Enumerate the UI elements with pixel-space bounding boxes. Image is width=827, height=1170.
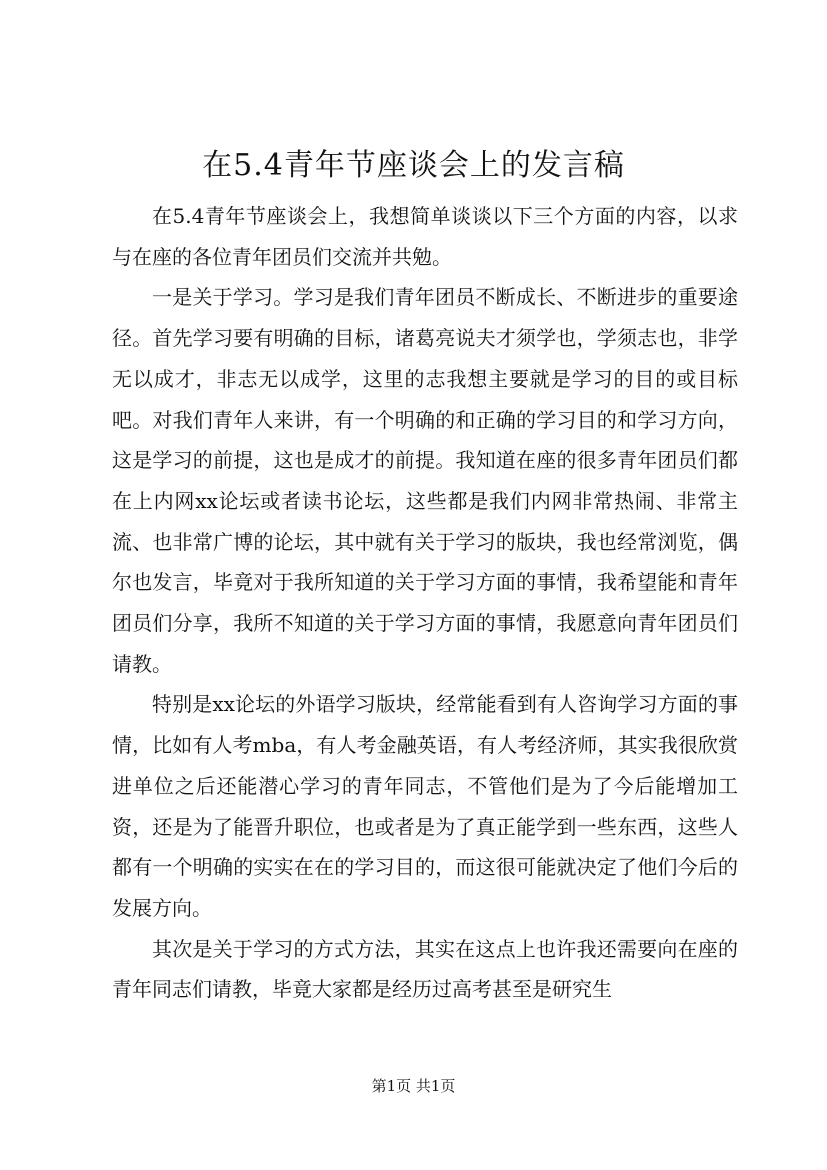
page-footer: 第1页 共1页 — [371, 1077, 456, 1095]
paragraph-forum: 特别是xx论坛的外语学习版块，经常能看到有人咨询学习方面的事情，比如有人考mba，有人考金融英语，有人考经济师，其实我很欣赏进单位之后还能潜心学习的青年同志，不管他们是为了今后能增加工资，还是为了能晋升职位，也或者是为了真正能学到一些东西，这些人都有一个明确的实实在在的学习目的，而这很可能就决定了他们今后的发展方向。 — [112, 692, 738, 920]
page-title: 在5.4青年节座谈会上的发言稿 — [202, 148, 625, 183]
paragraph-intro: 在5.4青年节座谈会上，我想简单谈谈以下三个方面的内容，以求与在座的各位青年团员们交流并共勉。 — [112, 204, 738, 269]
paragraph-methods: 其次是关于学习的方式方法，其实在这点上也许我还需要向在座的青年同志们请教，毕竟大家都是经历过高考甚至是研究生 — [112, 936, 738, 1002]
paragraph-study: 一是关于学习。学习是我们青年团员不断成长、不断进步的重要途径。首先学习要有明确的目标，诸葛亮说夫才须学也，学须志也，非学无以成才，非志无以成学，这里的志我想主要就是学习的目的或目标吧。对我们青年人来讲，有一个明确的和正确的学习目的和学习方向，这是学习的前提，这也是成才的前提。我知道在座的很多青年团员们都在上内网xx论坛或者读书论坛，这些都是我们内网非常热闹、非常主流、也非常广博的论坛，其中就有关于学习的版块，我也经常浏览，偶尔也发言，毕竟对于我所知道的关于学习方面的事情，我希望能和青年团员们分享，我所不知道的关于学习方面的事情，我愿意向青年团员们请教。 — [112, 285, 738, 676]
document-body — [112, 196, 738, 1010]
